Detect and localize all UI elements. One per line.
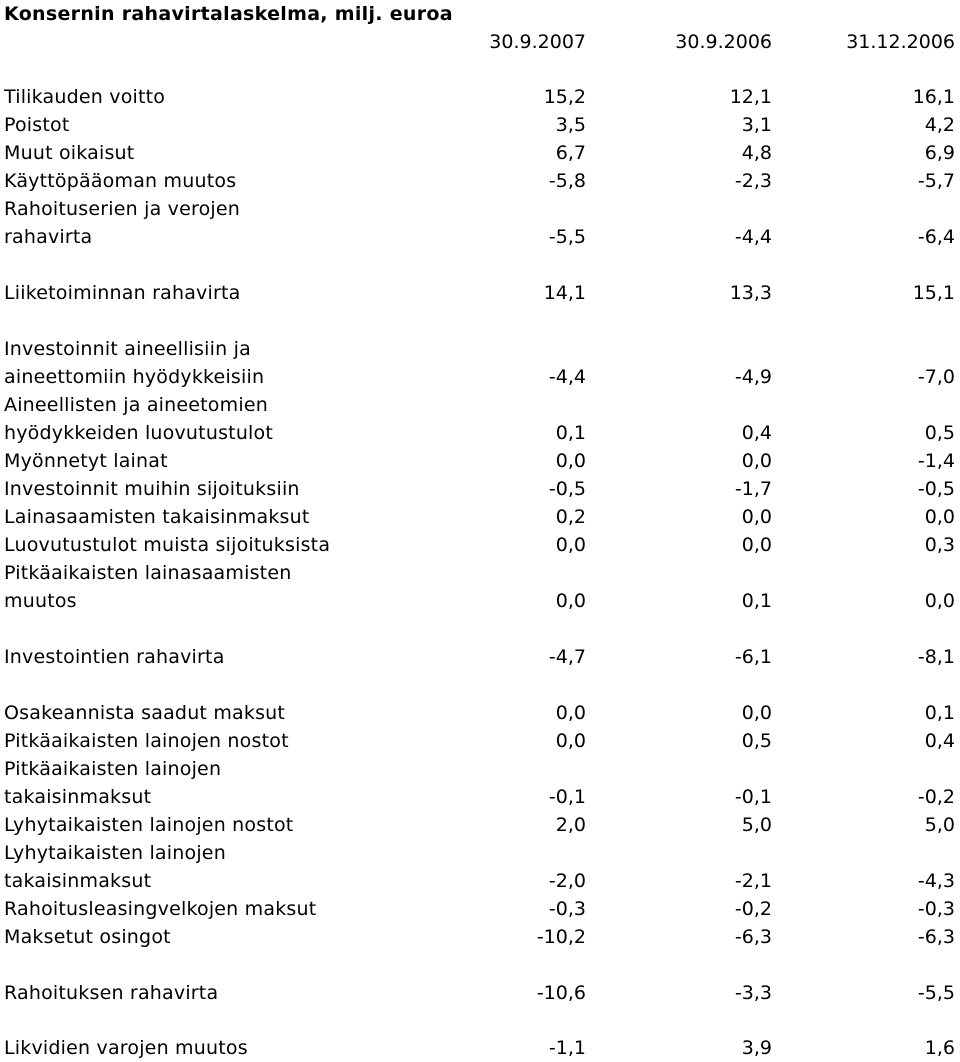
row-label-line: Luovutustulot muista sijoituksista (4, 534, 331, 556)
row-label-line: Myönnetyt lainat (4, 450, 168, 472)
row-value-30.9.2006: 0,5 (741, 730, 772, 752)
row-value-30.9.2007: 0,0 (555, 534, 586, 556)
row-value-30.9.2007: -10,2 (536, 926, 586, 948)
row-label-line: Tilikauden voitto (4, 86, 166, 108)
row-label-line: Rahoitusleasingvelkojen maksut (4, 898, 317, 920)
row-label (4, 811, 293, 839)
row-value-30.9.2007: -5,8 (548, 170, 586, 192)
row-label (4, 699, 285, 727)
row-label (4, 755, 221, 811)
row-value-31.12.2006: -6,3 (917, 926, 955, 948)
row-value-30.9.2007: -0,3 (548, 898, 586, 920)
row-value-30.9.2007: 0,1 (555, 422, 586, 444)
row-luovutustulot-hyodykkeet (0, 391, 960, 447)
row-value-31.12.2006: 0,5 (924, 422, 955, 444)
row-pitkaaikaisten-lainojen-takaisinmaksut (0, 755, 960, 811)
row-value-30.9.2006: 0,4 (741, 422, 772, 444)
row-label (4, 531, 330, 559)
row-label (4, 727, 289, 755)
row-value-30.9.2007: 15,2 (543, 86, 586, 108)
row-label (4, 1034, 248, 1062)
row-value-30.9.2007: -0,5 (548, 478, 586, 500)
row-label (4, 643, 225, 671)
row-lyhytaikaisten-lainojen-takaisinmaksut (0, 839, 960, 895)
row-label-line: takaisinmaksut (4, 870, 152, 892)
row-label (4, 139, 134, 167)
row-value-30.9.2007: -10,6 (536, 982, 586, 1004)
row-value-31.12.2006: -0,3 (917, 898, 955, 920)
row-value-30.9.2006: 0,0 (741, 450, 772, 472)
document-title: Konsernin rahavirtalaskelma, milj. euroa (4, 3, 453, 25)
row-label (4, 111, 70, 139)
row-poistot (0, 111, 960, 139)
row-pitkaaikaisten-lainasaamisten-muutos (0, 559, 960, 615)
row-rahoituksen-rahavirta (0, 979, 960, 1007)
row-label-line: Lyhytaikaisten lainojen nostot (4, 814, 294, 836)
row-label (4, 167, 236, 195)
row-value-30.9.2006: -2,1 (734, 870, 772, 892)
row-value-30.9.2006: 3,1 (741, 114, 772, 136)
row-kayttopaaoman-muutos (0, 167, 960, 195)
row-label-line: Pitkäaikaisten lainasaamisten (4, 562, 292, 584)
row-luovutustulot-muista-sijoituksista (0, 531, 960, 559)
row-osakeannista-saadut-maksut (0, 699, 960, 727)
row-label-line: Aineellisten ja aineetomien (4, 394, 268, 416)
row-value-30.9.2006: -4,4 (734, 226, 772, 248)
row-value-31.12.2006: 16,1 (912, 86, 955, 108)
row-value-30.9.2007: 0,0 (555, 590, 586, 612)
column-header-2007: 30.9.2007 (489, 31, 586, 53)
row-value-31.12.2006: -0,5 (917, 478, 955, 500)
row-value-30.9.2006: 0,0 (741, 702, 772, 724)
row-value-31.12.2006: -0,2 (917, 786, 955, 808)
row-label-line: Likvidien varojen muutos (4, 1037, 248, 1059)
row-label (4, 979, 218, 1007)
row-pitkaaikaisten-lainojen-nostot (0, 727, 960, 755)
row-rahoitusleasingvelkojen-maksut (0, 895, 960, 923)
row-value-30.9.2006: 5,0 (741, 814, 772, 836)
row-value-30.9.2006: 4,8 (741, 142, 772, 164)
row-value-31.12.2006: -6,4 (917, 226, 955, 248)
row-value-30.9.2007: 0,2 (555, 506, 586, 528)
column-header-2006-q3: 30.9.2006 (675, 31, 772, 53)
row-value-30.9.2007: 14,1 (543, 282, 586, 304)
row-label-line: Pitkäaikaisten lainojen (4, 758, 222, 780)
row-value-30.9.2006: 3,9 (741, 1037, 772, 1059)
row-value-30.9.2006: -6,1 (734, 646, 772, 668)
row-value-31.12.2006: 0,3 (924, 534, 955, 556)
row-value-30.9.2006: -2,3 (734, 170, 772, 192)
row-value-30.9.2007: 6,7 (555, 142, 586, 164)
row-likvidien-varojen-muutos (0, 1034, 960, 1062)
row-value-30.9.2006: -4,9 (734, 366, 772, 388)
row-value-31.12.2006: -5,7 (917, 170, 955, 192)
row-label-line: Investoinnit aineellisiin ja (4, 338, 251, 360)
row-label-line: Lainasaamisten takaisinmaksut (4, 506, 310, 528)
row-value-30.9.2007: 0,0 (555, 702, 586, 724)
row-investointien-rahavirta (0, 643, 960, 671)
row-label-line: Maksetut osingot (4, 926, 171, 948)
row-value-30.9.2006: -6,3 (734, 926, 772, 948)
row-label-line: Investointien rahavirta (4, 646, 225, 668)
row-value-31.12.2006: -5,5 (917, 982, 955, 1004)
row-value-30.9.2006: 0,0 (741, 534, 772, 556)
row-label (4, 475, 300, 503)
row-value-31.12.2006: -4,3 (917, 870, 955, 892)
row-value-31.12.2006: 15,1 (912, 282, 955, 304)
row-rahoituserien-ja-verojen-rahavirta (0, 195, 960, 251)
row-value-31.12.2006: 4,2 (924, 114, 955, 136)
row-label-line: Rahoituksen rahavirta (4, 982, 219, 1004)
row-label (4, 559, 291, 615)
row-value-30.9.2006: -0,1 (734, 786, 772, 808)
row-label-line: Lyhytaikaisten lainojen (4, 842, 226, 864)
row-value-31.12.2006: 6,9 (924, 142, 955, 164)
row-label (4, 447, 168, 475)
row-value-31.12.2006: 0,4 (924, 730, 955, 752)
row-value-30.9.2006: 12,1 (729, 86, 772, 108)
row-myonnetyt-lainat (0, 447, 960, 475)
row-value-30.9.2007: 3,5 (555, 114, 586, 136)
row-value-30.9.2007: -4,7 (548, 646, 586, 668)
row-label-line: muutos (4, 590, 77, 612)
row-value-31.12.2006: 0,0 (924, 590, 955, 612)
row-label (4, 391, 273, 447)
row-liiketoiminnan-rahavirta (0, 279, 960, 307)
row-maksetut-osingot (0, 923, 960, 951)
column-header-2006-ye: 31.12.2006 (846, 31, 955, 53)
row-label-line: Osakeannista saadut maksut (4, 702, 286, 724)
row-value-31.12.2006: 0,0 (924, 506, 955, 528)
row-label (4, 923, 171, 951)
row-label-line: Muut oikaisut (4, 142, 135, 164)
row-label-line: Käyttöpääoman muutos (4, 170, 237, 192)
row-value-30.9.2007: 2,0 (555, 814, 586, 836)
row-value-31.12.2006: 5,0 (924, 814, 955, 836)
row-lyhytaikaisten-lainojen-nostot (0, 811, 960, 839)
row-label-line: aineettomiin hyödykkeisiin (4, 366, 265, 388)
row-value-30.9.2007: -2,0 (548, 870, 586, 892)
row-label (4, 195, 240, 251)
row-value-30.9.2006: 0,0 (741, 506, 772, 528)
row-investoinnit-aineellisiin (0, 335, 960, 391)
row-lainasaamisten-takaisinmaksut (0, 503, 960, 531)
row-value-30.9.2006: -3,3 (734, 982, 772, 1004)
row-label-line: Liiketoiminnan rahavirta (4, 282, 241, 304)
row-label-line: hyödykkeiden luovutustulot (4, 422, 274, 444)
row-value-30.9.2006: -1,7 (734, 478, 772, 500)
row-value-30.9.2007: -4,4 (548, 366, 586, 388)
row-label (4, 83, 165, 111)
row-label-line: Rahoituserien ja verojen (4, 198, 241, 220)
row-label-line: rahavirta (4, 226, 93, 248)
row-value-31.12.2006: 0,1 (924, 702, 955, 724)
row-value-30.9.2007: -1,1 (548, 1037, 586, 1059)
row-label (4, 839, 226, 895)
row-label (4, 503, 310, 531)
row-value-31.12.2006: 1,6 (924, 1037, 955, 1059)
row-label (4, 335, 264, 391)
row-value-30.9.2006: -0,2 (734, 898, 772, 920)
row-label-line: Pitkäaikaisten lainojen nostot (4, 730, 289, 752)
row-value-30.9.2007: -0,1 (548, 786, 586, 808)
row-label-line: Investoinnit muihin sijoituksiin (4, 478, 300, 500)
row-tilikauden-voitto (0, 83, 960, 111)
row-value-31.12.2006: -7,0 (917, 366, 955, 388)
row-muut-oikaisut (0, 139, 960, 167)
row-value-30.9.2006: 0,1 (741, 590, 772, 612)
row-label-line: Poistot (4, 114, 70, 136)
row-value-31.12.2006: -1,4 (917, 450, 955, 472)
row-value-30.9.2007: 0,0 (555, 730, 586, 752)
row-value-30.9.2006: 13,3 (729, 282, 772, 304)
row-value-31.12.2006: -8,1 (917, 646, 955, 668)
row-label-line: takaisinmaksut (4, 786, 152, 808)
row-value-30.9.2007: -5,5 (548, 226, 586, 248)
row-label (4, 279, 240, 307)
row-investoinnit-muihin-sijoituksiin (0, 475, 960, 503)
row-label (4, 895, 316, 923)
row-value-30.9.2007: 0,0 (555, 450, 586, 472)
